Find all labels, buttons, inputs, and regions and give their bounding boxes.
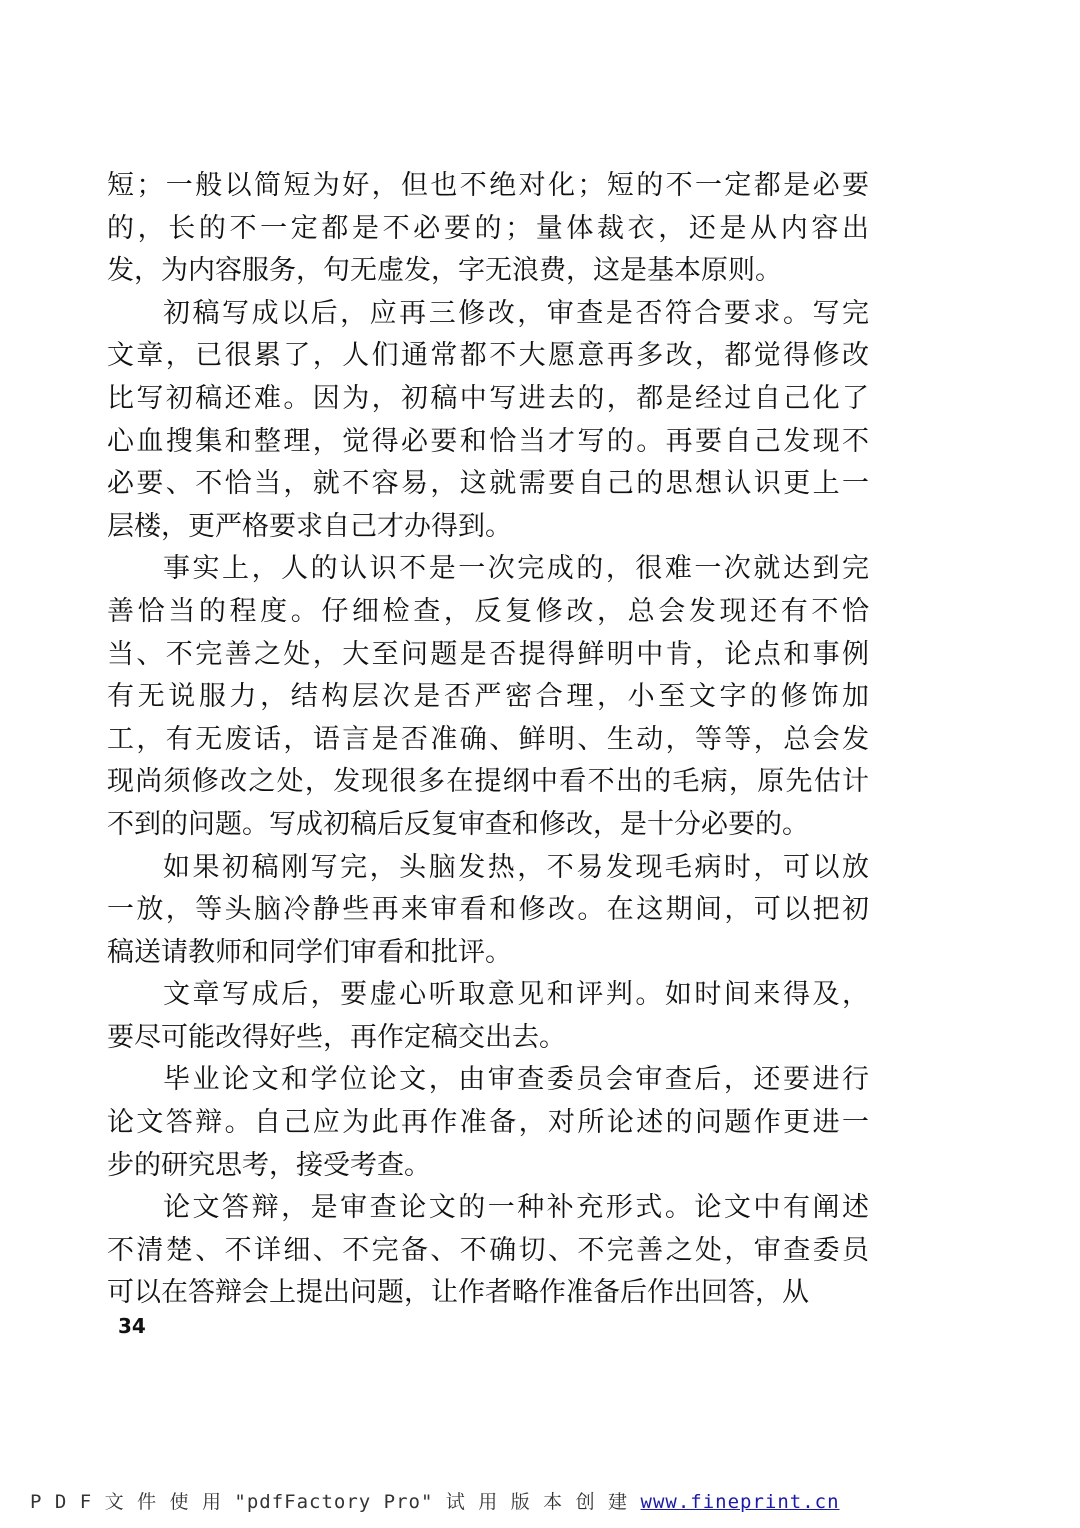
pdf-watermark: [30, 1487, 840, 1514]
text-line: 必要、不恰当，就不容易，这就需要自己的思想认识更上一: [107, 468, 869, 500]
text-line: 的，长的不一定都是不必要的；量体裁衣，还是从内容出: [107, 212, 869, 244]
text-line: 不清楚、不详细、不完备、不确切、不完善之处，审查委员: [107, 1234, 869, 1266]
text-line: 可以在答辩会上提出问题，让作者略作准备后作出回答，从: [107, 1277, 809, 1309]
watermark-link[interactable]: www.fineprint.cn: [640, 1491, 840, 1513]
text-line: 有无说服力，结构层次是否严密合理，小至文字的修饰加: [107, 681, 869, 713]
text-line: 如果初稿刚写完，头脑发热，不易发现毛病时，可以放: [163, 851, 869, 883]
paragraph: [107, 293, 869, 549]
paragraph: [107, 1187, 869, 1315]
page-number: 34: [118, 1314, 146, 1338]
paragraph: [107, 1059, 869, 1187]
text-line: 比写初稿还难。因为，初稿中写进去的，都是经过自己化了: [107, 382, 869, 414]
text-line: 文章写成后，要虚心听取意见和评判。如时间来得及，: [163, 979, 869, 1011]
paragraph: [107, 847, 869, 975]
text-line: 初稿写成以后，应再三修改，审查是否符合要求。写完: [163, 297, 869, 329]
text-line: 文章，已很累了，人们通常都不大愿意再多改，都觉得修改: [107, 340, 869, 372]
text-line: 发，为内容服务，句无虚发，字无浪费，这是基本原则。: [107, 255, 782, 287]
text-line: 事实上，人的认识不是一次完成的，很难一次就达到完: [163, 553, 869, 585]
paragraph: [107, 548, 869, 846]
text-line: 现尚须修改之处，发现很多在提纲中看不出的毛病，原先估计: [107, 766, 869, 798]
text-line: 层楼，更严格要求自己才办得到。: [107, 510, 512, 542]
watermark-text: P D F 文 件 使 用 "pdfFactory Pro" 试 用 版 本 创 建: [30, 1491, 641, 1513]
text-line: 要尽可能改得好些，再作定稿交出去。: [107, 1021, 566, 1053]
text-line: 步的研究思考，接受考查。: [107, 1149, 431, 1181]
text-line: 论文答辩。自己应为此再作准备，对所论述的问题作更进一: [107, 1107, 869, 1139]
text-line: 论文答辩，是审查论文的一种补充形式。论文中有阐述: [163, 1192, 869, 1224]
text-line: 心血搜集和整理，觉得必要和恰当才写的。再要自己发现不: [107, 425, 869, 457]
paragraph: [107, 165, 869, 293]
text-line: 稿送请教师和同学们审看和批评。: [107, 936, 512, 968]
text-line: 短；一般以简短为好，但也不绝对化；短的不一定都是必要: [107, 170, 869, 201]
text-line: 一放，等头脑冷静些再来审看和修改。在这期间，可以把初: [107, 894, 869, 926]
text-line: 工，有无废话，语言是否准确、鲜明、生动，等等，总会发: [107, 723, 869, 755]
text-line: 不到的问题。写成初稿后反复审查和修改，是十分必要的。: [107, 808, 809, 840]
text-line: 当、不完善之处，大至问题是否提得鲜明中肯，论点和事例: [107, 638, 869, 670]
paragraph: [107, 974, 869, 1059]
text-line: 毕业论文和学位论文，由审查委员会审查后，还要进行: [163, 1064, 869, 1096]
page-body-text: [107, 165, 869, 1315]
text-line: 善恰当的程度。仔细检查，反复修改，总会发现还有不恰: [107, 595, 869, 627]
